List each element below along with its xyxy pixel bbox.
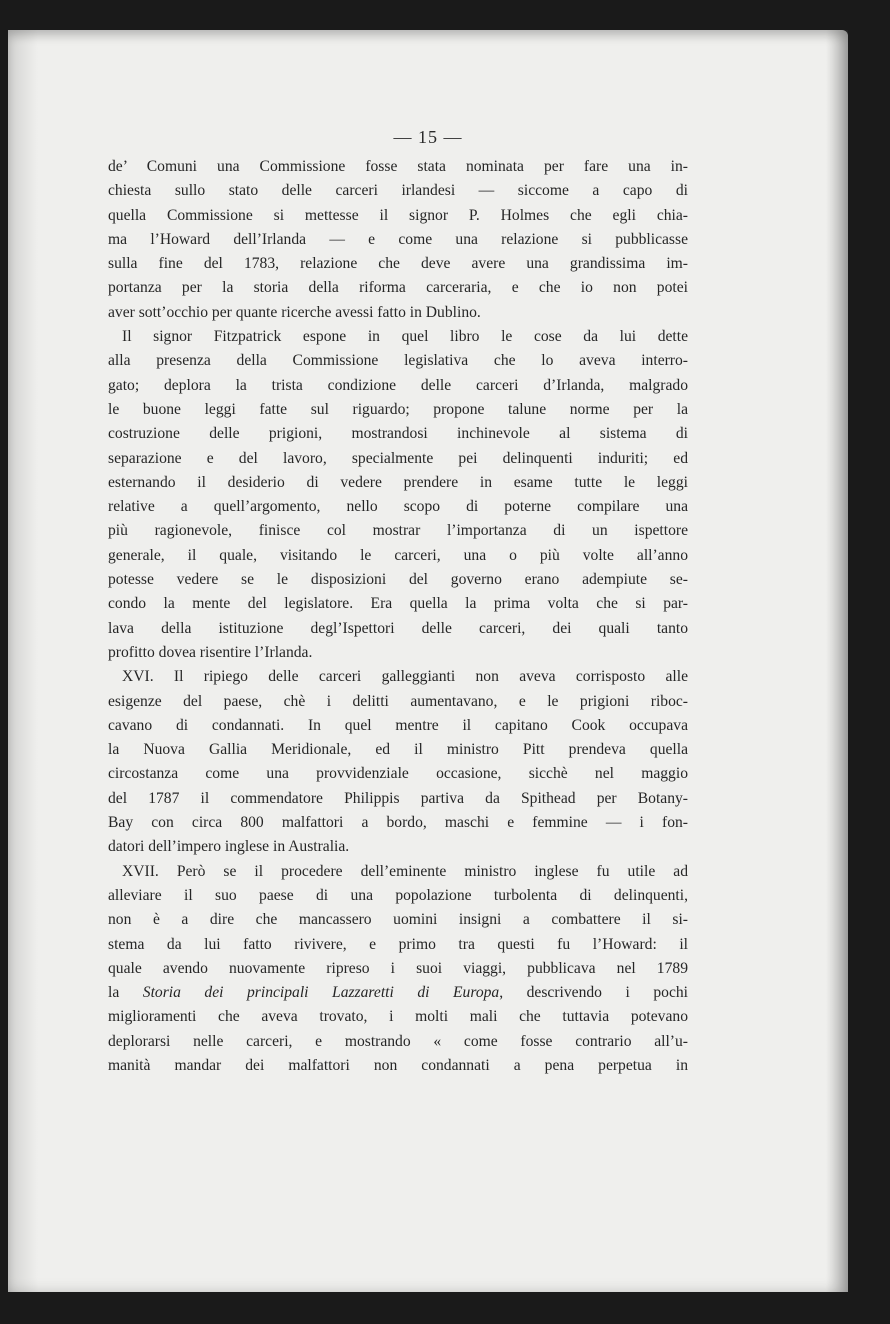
text-line: gato; deplora la trista condizione delle carceri d’Irlanda, malgrado [108, 376, 688, 394]
text-line: alla presenza della Commissione legislativa che lo aveva interro- [108, 352, 688, 370]
text-line: del 1787 il commendatore Philippis partiva da Spithead per Botany- [108, 789, 688, 807]
text-line: costruzione delle prigioni, mostrandosi inchinevole al sistema di [108, 425, 688, 443]
text-line: circostanza come una provvidenziale occasione, sicchè nel maggio [108, 765, 688, 783]
text-line: Bay con circa 800 malfattori a bordo, maschi e femmine — i fon- [108, 814, 688, 832]
text-line: chiesta sullo stato delle carceri irlandesi — siccome a capo di [108, 182, 688, 200]
text-line: ma l’Howard dell’Irlanda — e come una relazione si pubblicasse [108, 230, 688, 248]
text-line: XVI. Il ripiego delle carceri galleggianti non aveva corrisposto alle [122, 668, 688, 686]
text-line: sulla fine del 1783, relazione che deve avere una grandissima im- [108, 255, 688, 273]
book-page [8, 30, 848, 1292]
text-line: più ragionevole, finisce col mostrar l’importanza di un ispettore [108, 522, 688, 540]
text-line: quella Commissione si mettesse il signor P. Holmes che egli chia- [108, 206, 688, 224]
text-line: esternando il desiderio di vedere prendere in esame tutte le leggi [108, 473, 688, 491]
text-line: manità mandar dei malfattori non condannati a pena perpetua in [108, 1056, 688, 1074]
text-line: non è a dire che mancassero uomini insigni a combattere il si- [108, 911, 688, 929]
text-line: deplorarsi nelle carceri, e mostrando « come fosse contrario all’u- [108, 1032, 688, 1050]
text-line: portanza per la storia della riforma carceraria, e che io non potei [108, 279, 688, 297]
text-line: de’ Comuni una Commissione fosse stata nominata per fare una in- [108, 158, 688, 175]
page-edge-shadow [826, 30, 848, 1292]
text-line: aver sott’occhio per quante ricerche avessi fatto in Dublino. [108, 303, 481, 321]
text-line: condo la mente del legislatore. Era quella la prima volta che si par- [108, 595, 688, 613]
text-line: relative a quell’argomento, nello scopo di poterne compilare una [108, 498, 688, 516]
body-text [108, 155, 688, 1078]
text-line: potesse vedere se le disposizioni del governo erano adempiute se- [108, 571, 688, 589]
text-line: esigenze del paese, chè i delitti aumentavano, e le prigioni riboc- [108, 692, 688, 710]
text-line: separazione e del lavoro, specialmente pei delinquenti induriti; ed [108, 449, 688, 467]
text-line [108, 981, 688, 1005]
text-line: XVII. Però se il procedere dell’eminente ministro inglese fu utile ad [122, 862, 688, 880]
text-line: alleviare il suo paese di una popolazione turbolenta di delinquenti, [108, 886, 688, 904]
text-segment: la [108, 984, 143, 1002]
text-line: lava della istituzione degl’Ispettori delle carceri, dei quali tanto [108, 619, 688, 637]
book-title: Storia dei principali Lazzaretti di Europa [142, 984, 500, 1002]
text-line: quale avendo nuovamente ripreso i suoi viaggi, pubblicava nel 1789 [108, 959, 688, 977]
text-line: profitto dovea risentire l’Irlanda. [108, 643, 313, 661]
gutter-shadow [8, 30, 38, 1292]
text-line: cavano di condannati. In quel mentre il capitano Cook occupava [108, 716, 688, 734]
text-line: le buone leggi fatte sul riguardo; propone talune norme per la [108, 400, 688, 418]
text-line: miglioramenti che aveva trovato, i molti mali che tuttavia potevano [108, 1008, 688, 1026]
text-line: la Nuova Gallia Meridionale, ed il ministro Pitt prendeva quella [108, 741, 688, 759]
text-line: datori dell’impero inglese in Australia. [108, 838, 350, 856]
text-line: Il signor Fitzpatrick espone in quel libro le cose da lui dette [122, 328, 688, 346]
text-line: stema da lui fatto rivivere, e primo tra questi fu l’Howard: il [108, 935, 688, 953]
text-line: generale, il quale, visitando le carceri, una o più volte all’anno [108, 546, 688, 564]
page-number: — 15 — [393, 127, 463, 147]
text-segment: , descrivendo i pochi [499, 984, 688, 1002]
